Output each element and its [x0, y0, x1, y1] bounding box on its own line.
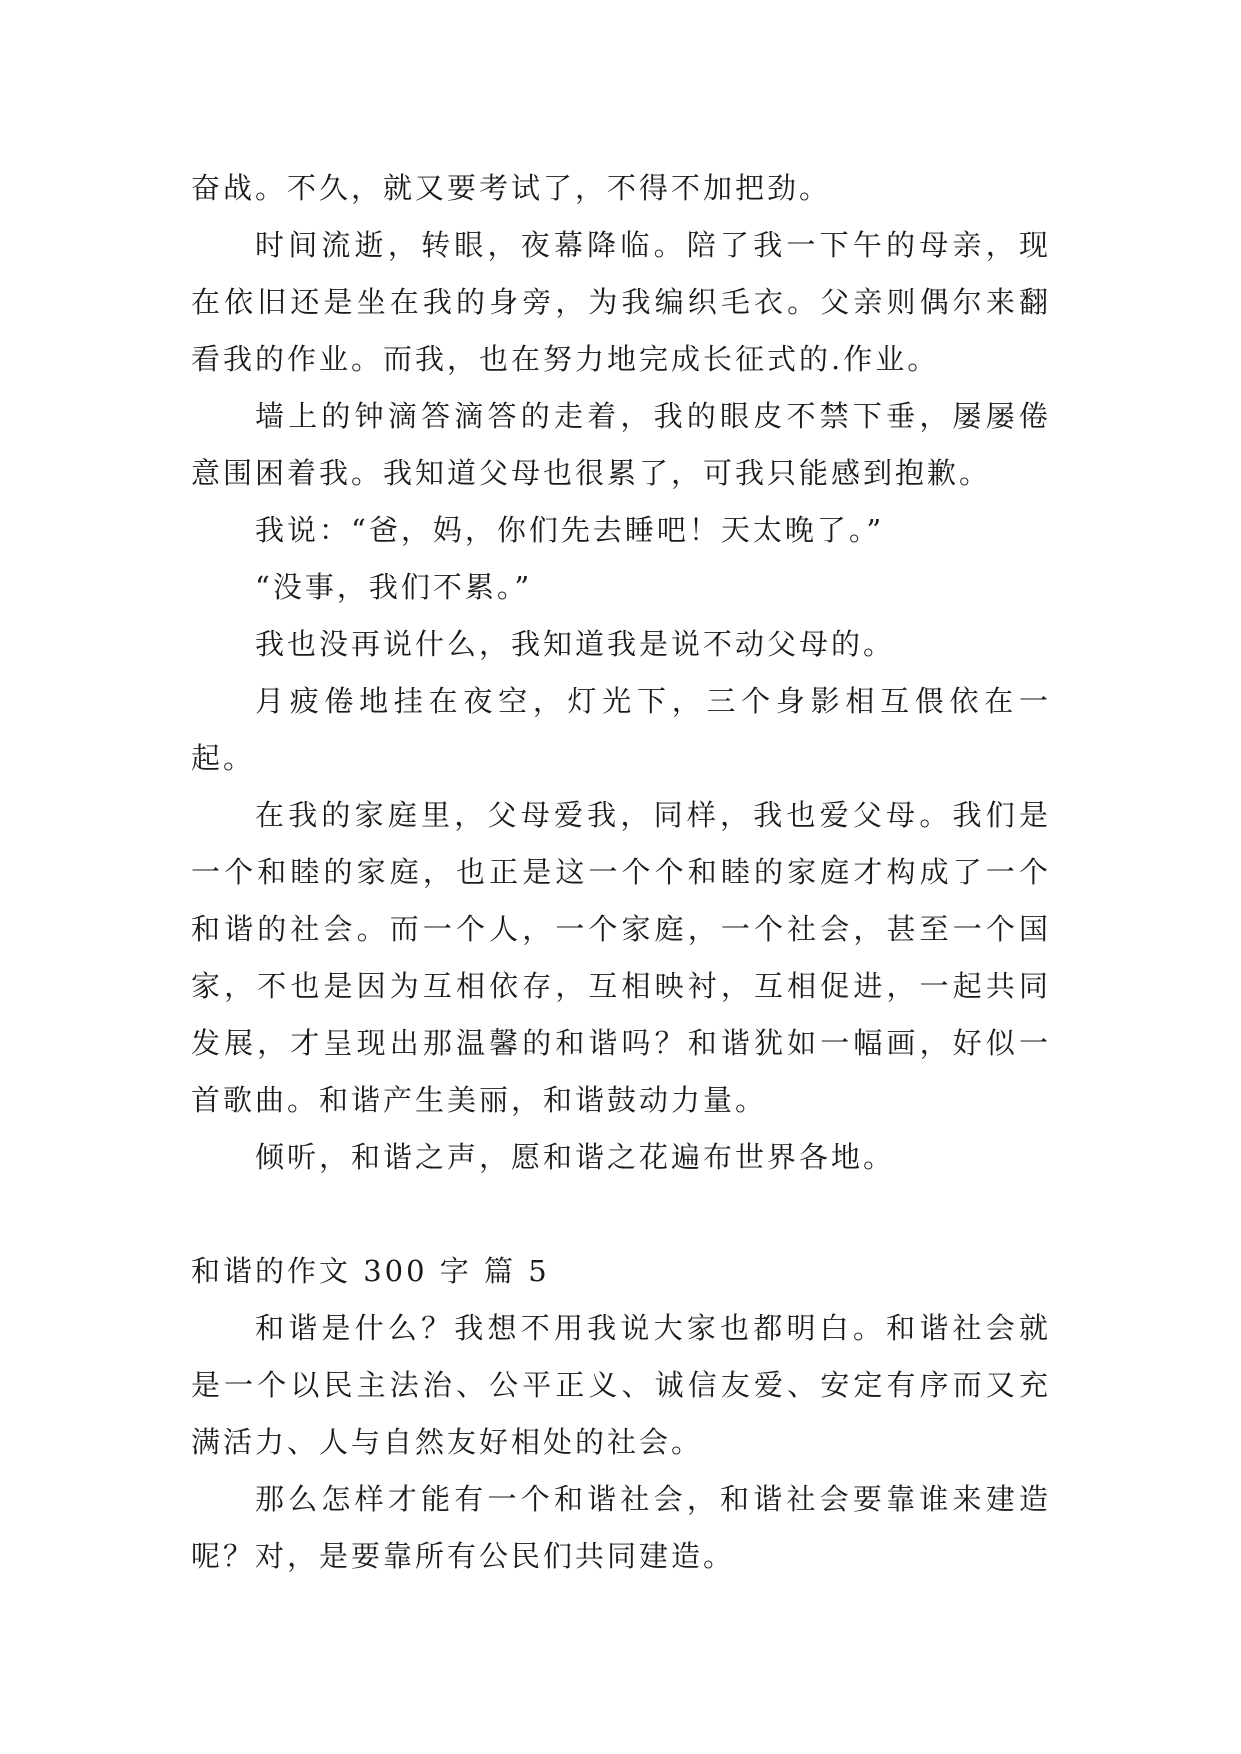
section-title: 和谐的作文 300 字 篇 5	[191, 1254, 550, 1288]
paragraph: 月疲倦地挂在夜空，灯光下，三个身影相互偎依在一起。	[191, 684, 1051, 775]
paragraph: 我也没再说什么，我知道我是说不动父母的。	[255, 627, 896, 661]
paragraph: 墙上的钟滴答滴答的走着，我的眼皮不禁下垂，屡屡倦意围困着我。我知道父母也很累了，可我只能感到抱歉。	[191, 399, 1051, 490]
document-body	[191, 160, 1051, 1585]
paragraph: 在我的家庭里，父母爱我，同样，我也爱父母。我们是一个和睦的家庭，也正是这一个个和睦的家庭才构成了一个和谐的社会。而一个人，一个家庭，一个社会，甚至一个国家，不也是因为互相依存，互相映衬，互相促进，一起共同发展，才呈现出那温馨的和谐吗？和谐犹如一幅画，好似一首歌曲。和谐产生美丽，和谐鼓动力量。	[191, 798, 1051, 1117]
section-spacer	[191, 1186, 1051, 1243]
paragraph: “没事，我们不累。”	[255, 570, 533, 604]
paragraph: 和谐是什么？我想不用我说大家也都明白。和谐社会就是一个以民主法治、公平正义、诚信友爱、安定有序而又充满活力、人与自然友好相处的社会。	[191, 1311, 1051, 1459]
paragraph: 倾听，和谐之声，愿和谐之花遍布世界各地。	[255, 1140, 896, 1174]
paragraph: 时间流逝，转眼，夜幕降临。陪了我一下午的母亲，现在依旧还是坐在我的身旁，为我编织毛衣。父亲则偶尔来翻看我的作业。而我，也在努力地完成长征式的.作业。	[191, 228, 1051, 376]
paragraph: 那么怎样才能有一个和谐社会，和谐社会要靠谁来建造呢？对，是要靠所有公民们共同建造。	[191, 1482, 1051, 1573]
paragraph: 我说：“爸，妈，你们先去睡吧！天太晚了。”	[255, 513, 885, 547]
paragraph: 奋战。不久，就又要考试了，不得不加把劲。	[191, 171, 832, 205]
